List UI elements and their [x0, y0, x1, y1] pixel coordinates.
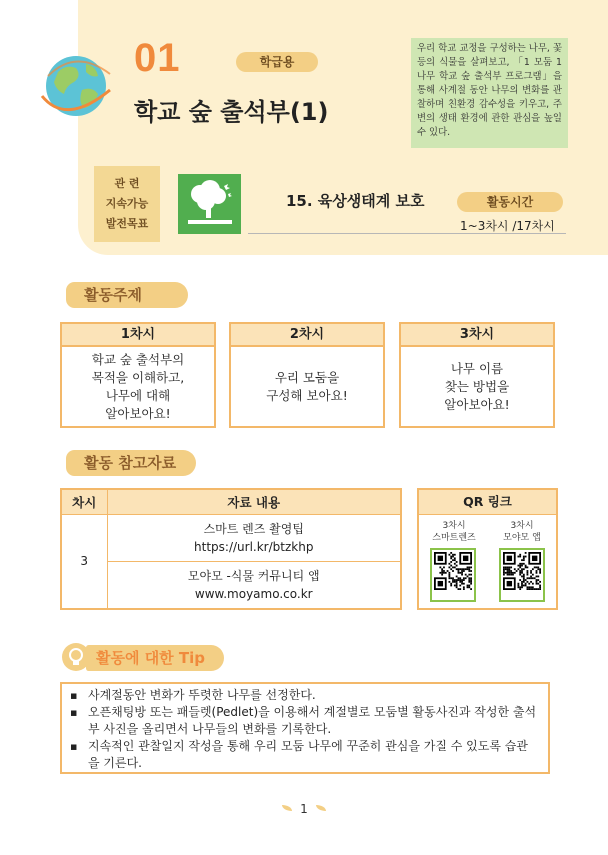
section-heading-tips: 활동에 대한 Tip	[86, 645, 224, 671]
qr-heading: QR 링크	[419, 490, 556, 515]
reference-name: 모야모 -식물 커뮤니티 앱	[187, 568, 320, 583]
reference-link[interactable]: www.moyamo.co.kr	[194, 586, 313, 601]
sdg-label	[94, 166, 160, 242]
session-text: 우리 모둠을 구성해 보아요!	[266, 369, 348, 403]
reference-link[interactable]: https://url.kr/btzkhp	[194, 539, 314, 554]
tip-item: ▪ 사계절동안 변화가 뚜렷한 나무를 선정한다.	[70, 687, 538, 704]
column-header-session: 차시	[61, 489, 107, 514]
qr-code-icon[interactable]	[499, 548, 545, 602]
qr-code-icon[interactable]	[430, 548, 476, 602]
page-number: 1	[300, 802, 308, 816]
tip-item: ▪ 지속적인 관찰일지 작성을 통해 우리 모둠 나무에 꾸준히 관심을 가질 수 있도록 습관을 기른다.	[70, 738, 538, 772]
column-header-content: 자료 내용	[107, 489, 401, 514]
sdg-15-life-on-land-icon	[178, 174, 241, 234]
tip-item: ▪ 오픈채팅방 또는 패들렛(Pedlet)을 이용해서 계절별로 모둠별 활동사진과 작성한 출석부 사진을 올리면서 나무들의 변화를 기록한다.	[70, 704, 538, 738]
reference-item	[107, 561, 401, 609]
leaf-icon	[282, 805, 292, 811]
sdg-goal: 15. 육상생태계 보호	[286, 192, 425, 210]
activity-summary: 우리 학교 교정을 구성하는 나무, 꽃 등의 식물을 살펴보고, 「1 모둠 1 나무 학교 숲 출석부 프로그램」을 통해 사계절 동안 나무의 변화를 관찰하며 친환경 감수성을 키우고, 주변의 생태 환경에 관한 관심을 높일 수 있다.	[411, 38, 568, 148]
sdg-label-line: 발전목표	[105, 217, 149, 230]
qr-link-box	[417, 488, 558, 610]
page-title: 학교 숲 출석부(1)	[134, 98, 329, 126]
session-title: 2차시	[231, 324, 383, 347]
level-badge: 학급용	[236, 52, 318, 72]
session-text: 학교 숲 출석부의 목적을 이해하고, 나무에 대해 알아보아요!	[91, 351, 185, 421]
session-card	[60, 322, 216, 428]
reference-table	[60, 488, 402, 610]
tips-box	[60, 682, 550, 774]
activity-time-value: 1~3차시 /17차시	[460, 219, 555, 233]
chapter-number: 01	[134, 36, 181, 80]
activity-time-badge: 활동시간	[457, 192, 563, 212]
leaf-icon	[316, 805, 326, 811]
qr-label: 3차시 스마트렌즈	[432, 521, 476, 543]
divider	[248, 233, 566, 234]
session-card	[229, 322, 385, 428]
session-cell: 3	[61, 514, 107, 609]
sdg-label-line: 지속가능	[105, 197, 149, 210]
reference-item	[107, 514, 401, 561]
session-title: 3차시	[401, 324, 553, 347]
sdg-label-line: 관 련	[114, 177, 140, 190]
section-heading-topics: 활동주제	[66, 282, 188, 308]
qr-label: 3차시 모야모 앱	[503, 521, 541, 543]
reference-name: 스마트 렌즈 촬영팁	[203, 521, 304, 536]
section-heading-references: 활동 참고자료	[66, 450, 196, 476]
session-text: 나무 이름 찾는 방법을 알아보아요!	[444, 360, 510, 412]
globe-icon	[36, 46, 116, 126]
session-title: 1차시	[62, 324, 214, 347]
session-card	[399, 322, 555, 428]
